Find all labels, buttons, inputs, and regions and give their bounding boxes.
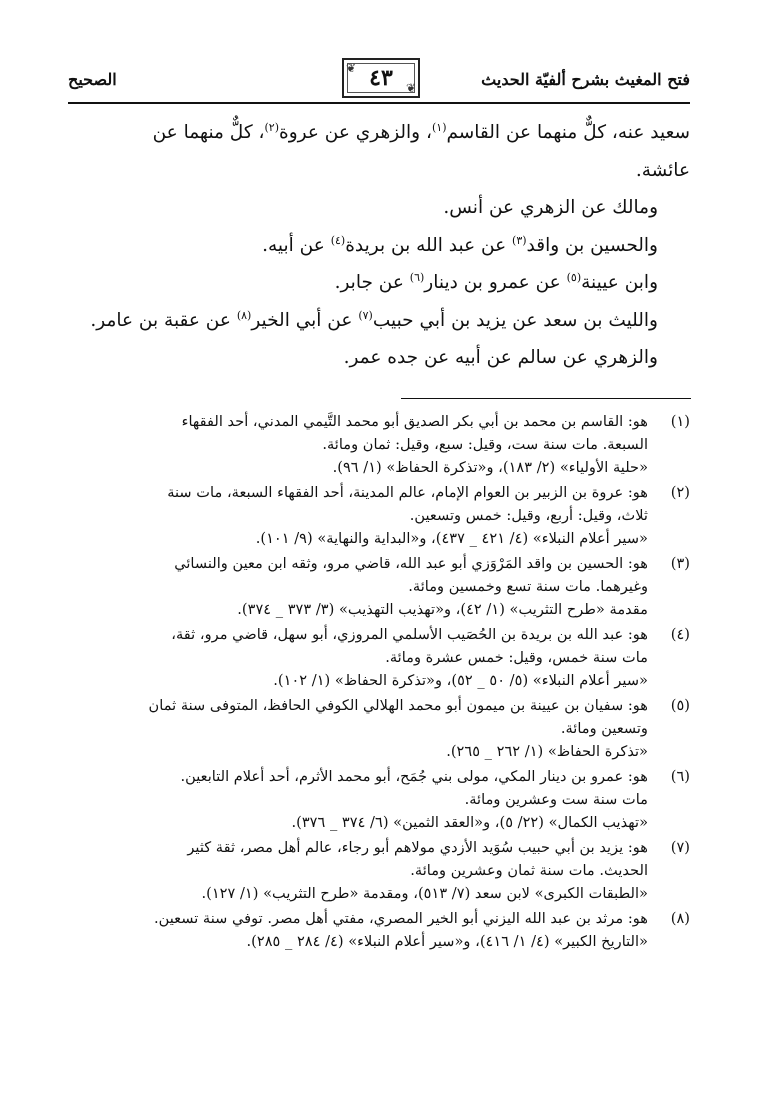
footnote-line: «الطبقات الكبرى» لابن سعد (٧/ ٥١٣)، ومقدمة «طرح التثريب» (١/ ١٢٧).	[201, 885, 648, 902]
footnote-line: مقدمة «طرح التثريب» (١/ ٤٢)، و«تهذيب التهذيب» (٣/ ٣٧٣ _ ٣٧٤).	[237, 601, 648, 618]
footnote-line: «حلية الأولياء» (٢/ ١٨٣)، و«تذكرة الحفاظ» (١/ ٩٦).	[332, 459, 648, 476]
footnote	[68, 694, 690, 763]
main-text-segment: وابن عيينة	[581, 272, 658, 293]
main-text-line	[68, 227, 690, 265]
footnote-line: هو: يزيد بن أبي حبيب سُوَيد الأزدي مولاهم أبو رجاء، عالم أهل مصر، ثقة كثير	[187, 839, 648, 856]
footnote-line: مات سنة خمس، وقيل: خمس عشرة ومائة.	[385, 649, 648, 666]
footnote-line: «تذكرة الحفاظ» (١/ ٢٦٢ _ ٢٦٥).	[446, 743, 648, 760]
page-number: ٤٣	[369, 65, 393, 91]
footnote-line: هو: القاسم بن محمد بن أبي بكر الصديق أبو محمد التَّيمي المدني، أحد الفقهاء	[181, 413, 648, 430]
footnotes	[68, 410, 690, 955]
footnote-line: ثلاث، وقيل: أربع، وقيل: خمس وتسعين.	[409, 507, 648, 524]
page-header	[68, 58, 690, 106]
footnote-line: الحديث. مات سنة ثمان وعشرين ومائة.	[410, 862, 648, 879]
footnote-line: هو: عبد الله بن بريدة بن الحُصَيب الأسلمي المروزي، أبو سهل، قاضي مرو، ثقة،	[171, 626, 648, 643]
footnote-number: (٢)	[670, 484, 690, 501]
footnote-reference: (٤)	[330, 233, 346, 247]
ornament-icon: ❦	[346, 61, 357, 75]
footnote-line: هو: سفيان بن عيينة بن ميمون أبو محمد الهلالي الكوفي الحافظ، المتوفى سنة ثمان	[148, 697, 648, 714]
footnote-reference: (٢)	[264, 120, 279, 134]
footnote-reference: (٣)	[512, 233, 527, 247]
footnote-reference: (٦)	[409, 270, 425, 284]
main-text-line	[68, 152, 690, 190]
footnote-line: «سير أعلام النبلاء» (٥/ ٥٠ _ ٥٢)، و«تذكرة الحفاظ» (١/ ١٠٢).	[273, 672, 648, 689]
footnote-line: وغيرهما. مات سنة تسع وخمسين ومائة.	[408, 578, 648, 595]
footnote-line: السبعة. مات سنة ست، وقيل: سبع، وقيل: ثمان ومائة.	[322, 436, 648, 453]
main-text-segment: والليث بن سعد عن يزيد بن أبي حبيب	[372, 309, 658, 331]
main-text-segment: عن عقبة بن عامر.	[90, 309, 237, 331]
footnote-number: (١)	[670, 413, 690, 430]
footnote	[68, 765, 690, 834]
main-text-segment: والزهري عن سالم عن أبيه عن جده عمر.	[343, 347, 658, 368]
footnote-line: «تهذيب الكمال» (٢٢/ ٥)، و«العقد الثمين» (٦/ ٣٧٤ _ ٣٧٦).	[291, 814, 648, 831]
main-text-line	[68, 114, 690, 152]
footnote	[68, 481, 690, 550]
main-text-line	[68, 189, 690, 227]
main-text-segment: ومالك عن الزهري عن أنس.	[443, 197, 658, 218]
footnote-line: هو: الحسين بن واقد المَرْوَزي أبو عبد الله، قاضي مرو، وثقه ابن معين والنسائي	[174, 555, 648, 572]
main-text-segment: سعيد عنه، كلٌّ منهما عن القاسم	[446, 122, 690, 143]
page-number-frame	[342, 58, 420, 98]
footnote-number: (٧)	[670, 839, 690, 856]
main-text-segment: ، والزهري عن عروة	[279, 122, 432, 143]
footnote	[68, 410, 690, 479]
footnote-line: مات سنة ست وعشرين ومائة.	[464, 791, 648, 808]
main-text-segment: عن جابر.	[334, 272, 410, 293]
footnote-line: هو: مرثد بن عبد الله اليزني أبو الخير المصري، مفتي أهل مصر. توفي سنة تسعين.	[154, 910, 648, 927]
footnote-reference: (٨)	[236, 308, 252, 322]
main-text-line	[68, 302, 690, 340]
book-title: فتح المغيث بشرح ألفيّة الحديث	[481, 70, 690, 89]
footnote-line: هو: عمرو بن دينار المكي، مولى بني جُمَح، أبو محمد الأثرم، أحد أعلام التابعين.	[180, 768, 648, 785]
main-text-segment: عن أبيه.	[262, 234, 331, 256]
footnote	[68, 907, 690, 953]
main-text-segment: عائشة.	[635, 159, 690, 181]
footnote-reference: (٧)	[358, 308, 373, 322]
footnote	[68, 623, 690, 692]
footnote-line: هو: عروة بن الزبير بن العوام الإمام، عالم المدينة، أحد الفقهاء السبعة، مات سنة	[167, 484, 648, 501]
main-text-line	[68, 339, 690, 377]
footnote-number: (٤)	[670, 626, 690, 643]
footnote-number: (٥)	[670, 697, 690, 714]
footnote-line: وتسعين ومائة.	[560, 720, 648, 737]
footnote-line: «التاريخ الكبير» (٤/ ١/ ٤١٦)، و«سير أعلام النبلاء» (٤/ ٢٨٤ _ ٢٨٥).	[246, 933, 648, 950]
main-text-segment: عن أبي الخير	[251, 309, 359, 331]
footnote-number: (٦)	[670, 768, 690, 785]
main-text-line	[68, 264, 690, 302]
section-title: الصحيح	[68, 70, 117, 89]
ornament-icon: ❦	[405, 81, 416, 95]
footnote	[68, 836, 690, 905]
main-text-segment: والحسين بن واقد	[526, 234, 658, 256]
main-text	[68, 114, 690, 377]
footnote-reference: (١)	[431, 120, 447, 134]
header-divider	[68, 102, 690, 104]
main-text-segment: عن عمرو بن دينار	[424, 272, 567, 293]
footnote-separator	[401, 398, 691, 399]
footnote-number: (٣)	[670, 555, 690, 572]
footnote-line: «سير أعلام النبلاء» (٤/ ٤٢١ _ ٤٣٧)، و«البداية والنهاية» (٩/ ١٠١).	[255, 530, 648, 547]
footnote	[68, 552, 690, 621]
footnote-number: (٨)	[670, 910, 690, 927]
footnote-reference: (٥)	[566, 270, 582, 284]
main-text-segment: عن عبد الله بن بريدة	[345, 234, 513, 256]
main-text-segment: ، كلٌّ منهما عن	[152, 122, 265, 143]
